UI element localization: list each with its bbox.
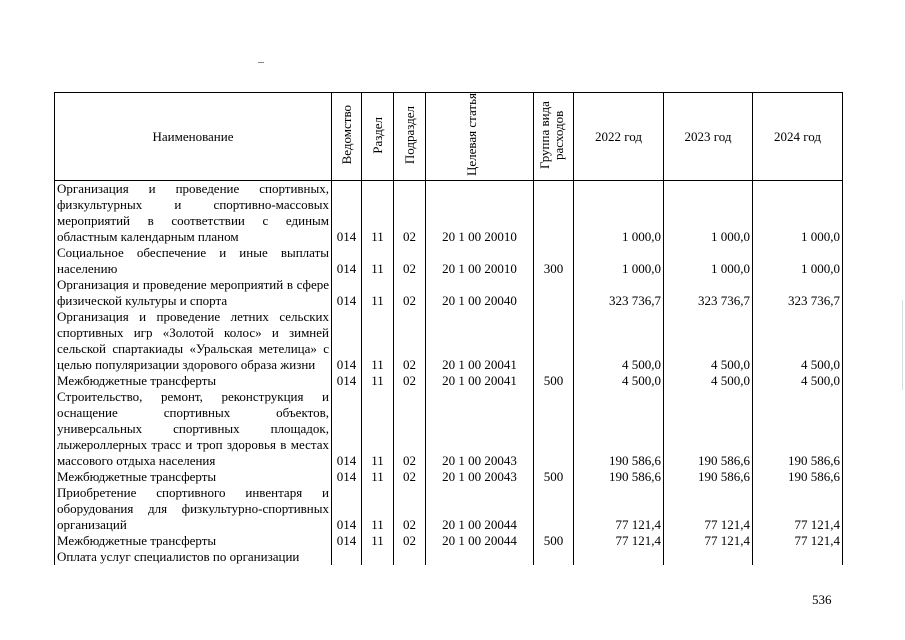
- table-row: [55, 245, 843, 277]
- row-2024: 4 500,0: [753, 309, 843, 373]
- row-ved: 014: [332, 277, 362, 309]
- row-target: 20 1 00 20041: [426, 373, 534, 389]
- row-2024: 190 586,6: [753, 469, 843, 485]
- row-group: 500: [534, 469, 574, 485]
- header-vedomstvo: Ведомство: [332, 93, 362, 181]
- row-razdel: 11: [362, 533, 394, 549]
- row-group: [534, 181, 574, 246]
- row-name: Оплата услуг специалистов по организации: [55, 549, 332, 565]
- budget-table: [54, 92, 843, 565]
- row-2022: 4 500,0: [574, 309, 664, 373]
- row-razdel: 11: [362, 181, 394, 246]
- row-name: Межбюджетные трансферты: [55, 469, 332, 485]
- row-name: Приобретение спортивного инвентаря и оборудования для физкультурно-спортивных организаций: [55, 485, 332, 533]
- scan-speck: [258, 62, 264, 63]
- header-2024: 2024 год: [753, 93, 843, 181]
- table-header-row: [55, 93, 843, 181]
- row-group: [534, 485, 574, 533]
- row-target: 20 1 00 20010: [426, 181, 534, 246]
- row-podrazdel: 02: [394, 485, 426, 533]
- row-2023: 4 500,0: [664, 373, 753, 389]
- row-ved: 014: [332, 485, 362, 533]
- row-razdel: 11: [362, 373, 394, 389]
- row-target: 20 1 00 20044: [426, 533, 534, 549]
- row-group: 500: [534, 373, 574, 389]
- table-row-partial: [55, 549, 843, 565]
- row-2024: 77 121,4: [753, 533, 843, 549]
- row-name: Социальное обеспечение и иные выплаты населению: [55, 245, 332, 277]
- table-row: [55, 181, 843, 246]
- row-2023: 77 121,4: [664, 485, 753, 533]
- row-2022: 77 121,4: [574, 485, 664, 533]
- row-ved: 014: [332, 309, 362, 373]
- row-podrazdel: 02: [394, 245, 426, 277]
- table-row: [55, 389, 843, 469]
- row-name: Строительство, ремонт, реконструкция и оснащение спортивных объектов, универсальных спортивных площадок, лыжероллерных трасс и троп здоровья в местах массового отдыха населения: [55, 389, 332, 469]
- row-2023: 1 000,0: [664, 181, 753, 246]
- table-row: [55, 533, 843, 549]
- row-ved: 014: [332, 469, 362, 485]
- row-razdel: 11: [362, 469, 394, 485]
- row-2023: 1 000,0: [664, 245, 753, 277]
- header-2022: 2022 год: [574, 93, 664, 181]
- row-podrazdel: 02: [394, 181, 426, 246]
- header-name: Наименование: [55, 93, 332, 181]
- row-2022: 1 000,0: [574, 181, 664, 246]
- table-row: [55, 277, 843, 309]
- row-name: Организация и проведение летних сельских спортивных игр «Золотой колос» и зимней сельской спартакиады «Уральская метелица» с целью популяризации здорового образа жизни: [55, 309, 332, 373]
- row-2024: 1 000,0: [753, 181, 843, 246]
- page-number: 536: [812, 592, 832, 607]
- header-target: Целевая статья: [426, 93, 534, 181]
- scan-edge-mark: [902, 300, 903, 390]
- row-target: 20 1 00 20040: [426, 277, 534, 309]
- row-2022: 190 586,6: [574, 389, 664, 469]
- row-2022: 323 736,7: [574, 277, 664, 309]
- row-podrazdel: 02: [394, 469, 426, 485]
- row-2022: 1 000,0: [574, 245, 664, 277]
- row-target: 20 1 00 20043: [426, 469, 534, 485]
- table-row: [55, 485, 843, 533]
- row-podrazdel: 02: [394, 373, 426, 389]
- row-podrazdel: 02: [394, 389, 426, 469]
- header-group: Группа вида расходов: [534, 93, 574, 181]
- row-name: Организация и проведение мероприятий в сфере физической культуры и спорта: [55, 277, 332, 309]
- row-2024: 4 500,0: [753, 373, 843, 389]
- row-ved: 014: [332, 245, 362, 277]
- row-group: 300: [534, 245, 574, 277]
- row-podrazdel: 02: [394, 309, 426, 373]
- row-2024: 323 736,7: [753, 277, 843, 309]
- row-group: [534, 309, 574, 373]
- row-ved: 014: [332, 533, 362, 549]
- row-name: Межбюджетные трансферты: [55, 533, 332, 549]
- row-target: 20 1 00 20010: [426, 245, 534, 277]
- row-2023: 323 736,7: [664, 277, 753, 309]
- row-2022: 77 121,4: [574, 533, 664, 549]
- table-row: [55, 309, 843, 373]
- row-name: Межбюджетные трансферты: [55, 373, 332, 389]
- table-row: [55, 469, 843, 485]
- row-razdel: 11: [362, 245, 394, 277]
- row-2024: 77 121,4: [753, 485, 843, 533]
- row-2024: 190 586,6: [753, 389, 843, 469]
- header-razdel: Раздел: [362, 93, 394, 181]
- row-target: 20 1 00 20043: [426, 389, 534, 469]
- row-group: [534, 389, 574, 469]
- row-2023: 77 121,4: [664, 533, 753, 549]
- row-podrazdel: 02: [394, 277, 426, 309]
- row-group: [534, 277, 574, 309]
- row-2022: 190 586,6: [574, 469, 664, 485]
- row-razdel: 11: [362, 485, 394, 533]
- row-ved: 014: [332, 181, 362, 246]
- row-target: 20 1 00 20044: [426, 485, 534, 533]
- table-row: [55, 373, 843, 389]
- row-target: 20 1 00 20041: [426, 309, 534, 373]
- row-ved: 014: [332, 389, 362, 469]
- row-podrazdel: 02: [394, 533, 426, 549]
- header-2023: 2023 год: [664, 93, 753, 181]
- row-razdel: 11: [362, 389, 394, 469]
- row-razdel: 11: [362, 309, 394, 373]
- row-2023: 190 586,6: [664, 389, 753, 469]
- row-2023: 190 586,6: [664, 469, 753, 485]
- row-2023: 4 500,0: [664, 309, 753, 373]
- row-2022: 4 500,0: [574, 373, 664, 389]
- header-podrazdel: Подраздел: [394, 93, 426, 181]
- row-razdel: 11: [362, 277, 394, 309]
- row-name: Организация и проведение спортивных, физкультурных и спортивно-массовых мероприятий в соответствии с единым областным календарным планом: [55, 181, 332, 246]
- row-2024: 1 000,0: [753, 245, 843, 277]
- row-group: 500: [534, 533, 574, 549]
- row-ved: 014: [332, 373, 362, 389]
